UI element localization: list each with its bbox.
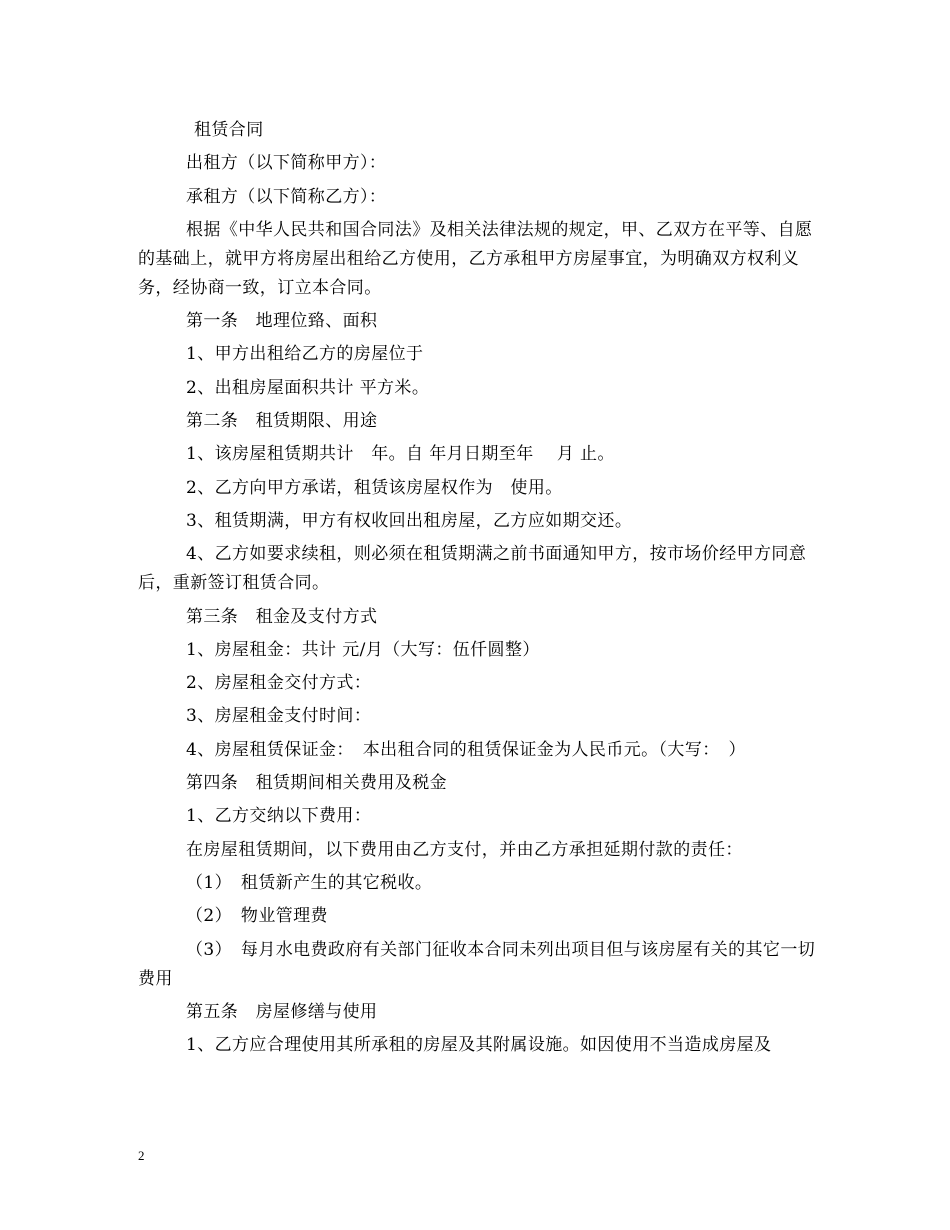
article-2-item-2: 2、乙方向甲方承诺，租赁该房屋权作为 使用。	[186, 477, 563, 498]
article-3-item-1: 1、房屋租金：共计 元/月（大写：伍仟圆整）	[186, 639, 540, 660]
article-3-item-4: 4、房屋租赁保证金： 本出租合同的租赁保证金为人民币元。（大写： ）	[186, 739, 746, 760]
page-number: 2	[138, 1148, 145, 1163]
article-3-item-2: 2、房屋租金交付方式：	[186, 673, 372, 694]
contract-title: 租赁合同	[194, 120, 264, 140]
article-5-heading: 第五条 房屋修缮与使用	[186, 1001, 378, 1022]
article-4-description: 在房屋租赁期间，以下费用由乙方支付，并由乙方承担延期付款的责任：	[186, 839, 743, 860]
article-4-heading: 第四条 租赁期间相关费用及税金	[186, 773, 447, 794]
article-2-item-1: 1、该房屋租赁期共计 年。自 年月日期至年 月 止。	[186, 444, 615, 465]
lessor-line: 出租方（以下简称甲方）：	[186, 153, 387, 174]
article-1-heading: 第一条 地理位臵、面积	[186, 311, 378, 332]
article-4-subitem-1: （1） 租赁新产生的其它税收。	[186, 872, 433, 893]
preamble-paragraph: 根据《中华人民共和国合同法》及相关法律法规的规定，甲、乙双方在平等、自愿的基础上，就甲方将房屋出租给乙方使用，乙方承租甲方房屋事宜，为明确双方权利义务，经协商一致，订立本合同。	[138, 219, 813, 298]
article-4-subitem-2: （2） 物业管理费	[186, 906, 328, 927]
article-5-item-1: 1、乙方应合理使用其所承租的房屋及其附属设施。如因使用不当造成房屋及	[186, 1035, 772, 1056]
article-3-heading: 第三条 租金及支付方式	[186, 606, 378, 627]
article-1-item-1: 1、甲方出租给乙方的房屋位于	[186, 344, 424, 365]
article-1-item-2: 2、出租房屋面积共计 平方米。	[186, 377, 430, 398]
lessee-line: 承租方（以下简称乙方）：	[186, 186, 387, 207]
article-2-item-3: 3、租赁期满，甲方有权收回出租房屋，乙方应如期交还。	[186, 510, 633, 531]
article-3-item-3: 3、房屋租金支付时间：	[186, 706, 372, 727]
document-body	[138, 116, 828, 1064]
article-2-heading: 第二条 租赁期限、用途	[186, 411, 378, 432]
article-4-subitem-3: （3） 每月水电费政府有关部门征收本合同未列出项目但与该房屋有关的其它一切费用	[138, 939, 816, 989]
article-4-item-1: 1、乙方交纳以下费用：	[186, 806, 372, 827]
article-2-item-4: 4、乙方如要求续租，则必须在租赁期满之前书面通知甲方，按市场价经甲方同意后，重新签订租赁合同。	[138, 544, 807, 594]
